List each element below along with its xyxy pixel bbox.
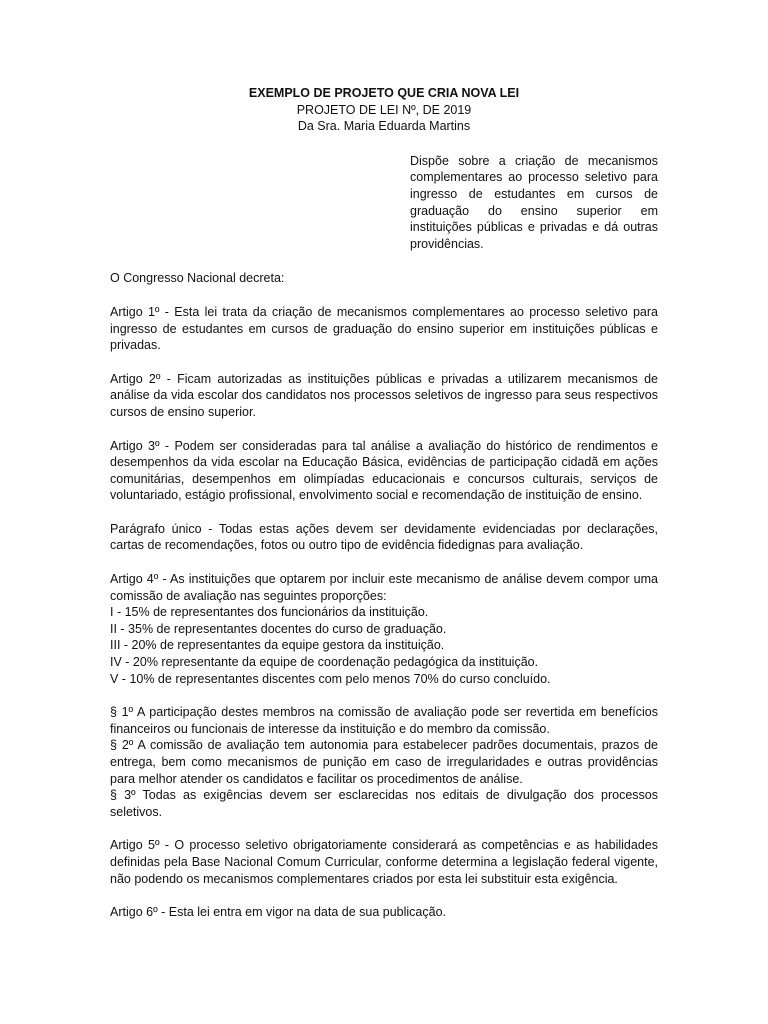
article-4-item: II - 35% de representantes docentes do curso de graduação. <box>110 621 447 636</box>
section-paragraph-1: § 1º A participação destes membros na comissão de avaliação pode ser revertida em benefícios financeiros ou funcionais de interesse da instituição e do membro da comissão. <box>110 705 658 736</box>
bill-number: PROJETO DE LEI Nº, DE 2019 <box>296 102 472 117</box>
article-3: Artigo 3º - Podem ser consideradas para tal análise a avaliação do histórico de rendimentos e desempenhos da vida escolar na Educação Básica, evidências de participação cidadã em ações comunitárias, desempenhos em olimpíadas educacionais e concursos culturais, serviços de voluntariado, estágio profissional, envolvimento social e recomendação de instituição de ensino. <box>110 438 658 503</box>
article-4-item: V - 10% de representantes discentes com pelo menos 70% do curso concluído. <box>110 671 551 686</box>
bill-author: Da Sra. Maria Eduarda Martins <box>297 119 471 134</box>
article-2: Artigo 2º - Ficam autorizadas as instituições públicas e privadas a utilizarem mecanismos de análise da vida escolar dos candidatos nos processos seletivos de ingresso para seus respectivos cursos de ensino superior. <box>110 371 658 419</box>
article-4 <box>110 571 658 687</box>
section-paragraphs <box>110 704 658 820</box>
decree-statement: O Congresso Nacional decreta: <box>110 271 285 286</box>
article-4-item: III - 20% de representantes da equipe gestora da instituição. <box>110 638 445 653</box>
sole-paragraph: Parágrafo único - Todas estas ações devem ser devidamente evidenciadas por declarações, cartas de recomendações, fotos ou outro tipo de evidência fidedignas para avaliação. <box>110 521 658 553</box>
document-header <box>110 85 658 135</box>
bill-summary: Dispõe sobre a criação de mecanismos complementares ao processo seletivo para ingresso de estudantes em cursos de graduação do ensino superior em instituições públicas e privadas e dá outras providências. <box>410 153 658 251</box>
article-4-item: I - 15% de representantes dos funcionários da instituição. <box>110 605 429 620</box>
article-1: Artigo 1º - Esta lei trata da criação de mecanismos complementares ao processo seletivo para ingresso de estudantes em cursos de graduação do ensino superior em instituições públicas e privadas. <box>110 304 658 353</box>
document-page <box>110 85 658 938</box>
document-title: EXEMPLO DE PROJETO QUE CRIA NOVA LEI <box>248 86 520 100</box>
article-6: Artigo 6º - Esta lei entra em vigor na data de sua publicação. <box>110 905 447 920</box>
article-5: Artigo 5º - O processo seletivo obrigatoriamente considerará as competências e as habilidades definidas pela Base Nacional Comum Curricular, conforme determina a legislação federal vigente, não podendo os mecanismos complementares criados por esta lei substituir esta exigência. <box>110 838 658 886</box>
section-paragraph-2: § 2º A comissão de avaliação tem autonomia para estabelecer padrões documentais, prazos de entrega, bem como mecanismos de punição em caso de irregularidades e outras providências para melhor atender os candidatos e facilitar os procedimentos de análise. <box>110 738 658 786</box>
article-4-item: IV - 20% representante da equipe de coordenação pedagógica da instituição. <box>110 655 539 670</box>
article-4-intro: Artigo 4º - As instituições que optarem por incluir este mecanismo de análise devem compor uma comissão de avaliação nas seguintes proporções: <box>110 572 658 603</box>
section-paragraph-3: § 3º Todas as exigências devem ser esclarecidas nos editais de divulgação dos processos seletivos. <box>110 788 658 819</box>
